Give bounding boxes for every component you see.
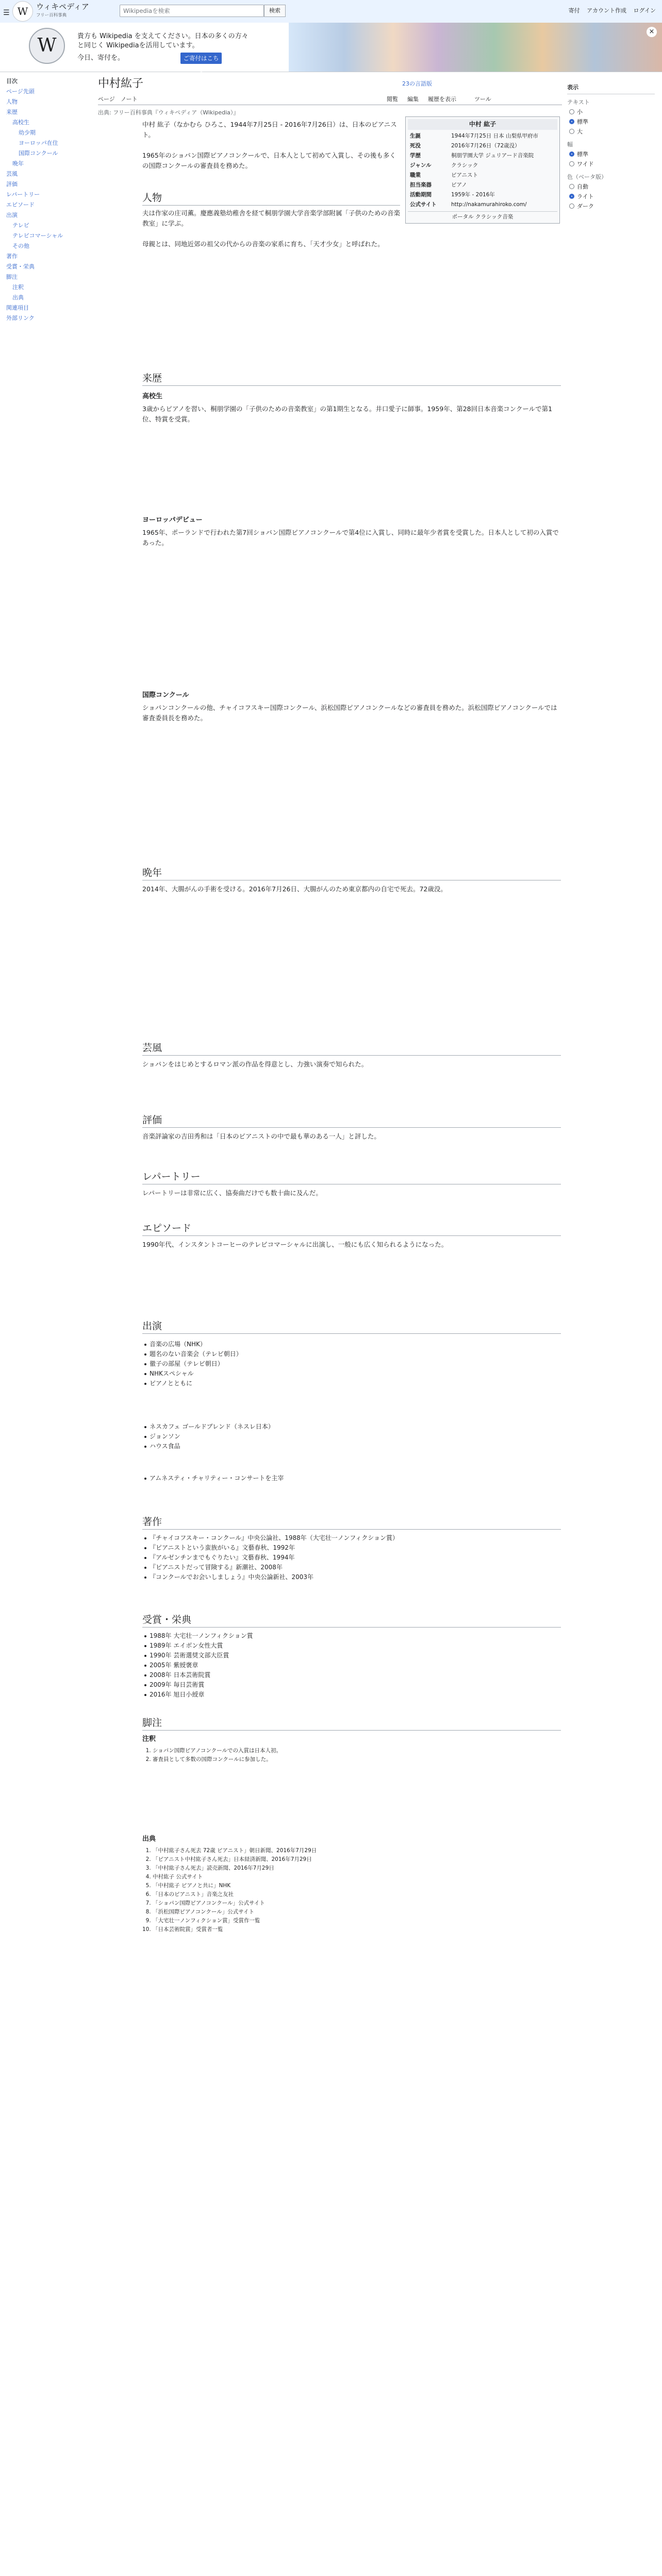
appearance-heading: 表示: [567, 82, 655, 94]
award-item: 1989年 エイボン女性大賞: [142, 1641, 561, 1651]
heading-appearances: 出演: [142, 1319, 561, 1334]
reference-item: 6. 「日本のピアニスト」音楽之友社: [153, 1890, 561, 1899]
infobox-label: 生誕: [410, 133, 421, 139]
toc-item[interactable]: 著作: [6, 253, 18, 260]
tab-page[interactable]: ページ: [98, 96, 115, 103]
tv-list: [142, 1340, 561, 1388]
search-button[interactable]: 検索: [264, 5, 286, 17]
reference-item: 10. 「日本芸術院賞」受賞者一覧: [153, 1925, 561, 1934]
footnote-item: 2. 審査員として多数の国際コンクールに参加した。: [153, 1755, 561, 1764]
cm-item: ハウス食品: [142, 1442, 561, 1451]
color-dark[interactable]: ダーク: [567, 201, 655, 211]
infobox-row: [408, 151, 557, 161]
heading-intl: 国際コンクール: [142, 691, 189, 699]
page-subtitle: 出典: フリー百科事典『ウィキペディア（Wikipedia）』: [98, 109, 239, 116]
reference-item: 9. 「大宅壮一ノンフィクション賞」受賞作一覧: [153, 1917, 561, 1925]
fundraising-banner: [0, 23, 662, 72]
reference-item: 3. 「中村紘子さん死去」読売新聞、2016年7月29日: [153, 1864, 561, 1873]
tab-edit[interactable]: 編集: [407, 96, 419, 103]
heading-awards: 受賞・栄典: [142, 1613, 561, 1628]
heading-review: 評価: [142, 1113, 561, 1128]
color-label: 色（ベータ版）: [567, 174, 607, 180]
toc-item[interactable]: テレビ: [12, 222, 29, 229]
award-item: 1990年 芸術選奨文部大臣賞: [142, 1651, 561, 1660]
award-item: 1988年 大宅壮一ノンフィクション賞: [142, 1631, 561, 1641]
infobox-row: [408, 141, 557, 151]
toc-item[interactable]: 国際コンクール: [19, 150, 58, 157]
infobox-label: 学歴: [410, 152, 421, 159]
other-list: [142, 1473, 561, 1483]
toc-item[interactable]: 来歴: [6, 109, 18, 115]
heading-career: 来歴: [142, 371, 561, 386]
lead-paragraph-2: 1965年のショパン国際ピアノコンクールで、日本人として初めて入賞し、その後も多くの国際コンクールの審査員を務めた。: [142, 151, 396, 170]
episode-paragraph: 1990年代、インスタントコーヒーのテレビコマーシャルに出演し、一般にも広く知られるようになった。: [142, 1241, 448, 1248]
top-banner: [0, 0, 662, 23]
europe-paragraph: 1965年、ポーランドで行われた第7回ショパン国際ピアノコンクールで第4位に入賞し、同時に最年少者賞を受賞した。日本人として初の入賞であった。: [142, 529, 559, 547]
donate-button[interactable]: ご寄付はこちら: [180, 53, 222, 64]
color-auto[interactable]: 自動: [567, 182, 655, 192]
menu-icon[interactable]: ☰: [3, 9, 10, 17]
infobox-row: [408, 171, 557, 180]
infobox-title: 中村 紘子: [408, 119, 557, 130]
style-paragraph: ショパンをはじめとするロマン派の作品を得意とし、力強い演奏で知られた。: [142, 1060, 368, 1068]
infobox-row: [408, 190, 557, 200]
heading-episode: エピソード: [142, 1221, 561, 1236]
tv-item: NHKスペシャル: [142, 1369, 561, 1379]
toc-item[interactable]: 受賞・栄典: [6, 263, 35, 270]
page-title: 中村紘子: [98, 77, 144, 90]
book-item: 『コンクールでお会いしましょう』中央公論新社、2003年: [142, 1572, 561, 1582]
toc-item[interactable]: エピソード: [6, 201, 35, 208]
reference-item: 1. 「中村紘子さん死去 72歳 ピアニスト」朝日新聞、2016年7月29日: [153, 1846, 561, 1855]
toc-item[interactable]: 高校生: [12, 119, 29, 126]
book-item: 『ピアニストだって冒険する』新潮社、2008年: [142, 1563, 561, 1572]
login-link[interactable]: ログイン: [633, 7, 656, 14]
tab-tools[interactable]: ツール: [474, 96, 491, 103]
width-wide[interactable]: ワイド: [567, 159, 655, 169]
heading-footnotes: 注釈: [142, 1735, 156, 1743]
footnote-item: 1. ショパン国際ピアノコンクールでの入賞は日本人初。: [153, 1747, 561, 1755]
award-item: 2016年 旭日小綬章: [142, 1690, 561, 1700]
toc-item[interactable]: 脚注: [6, 274, 18, 280]
infobox-value: ピアノ: [451, 182, 467, 188]
toc-item[interactable]: 晩年: [12, 160, 24, 167]
awards-list: [142, 1631, 561, 1700]
infobox-value: 2016年7月26日（72歳没）: [451, 143, 520, 149]
toc-item[interactable]: テレビコマーシャル: [12, 232, 63, 239]
fundraising-text: 貴方も Wikipedia を支えてください。日本の多くの方々と同じく Wikipediaを活用しています。: [77, 32, 249, 49]
infobox-table: [408, 131, 557, 210]
heading-late: 晩年: [142, 866, 561, 880]
intl-paragraph: ショパンコンクールの他、チャイコフスキー国際コンクール、浜松国際ピアノコンクールなどの審査員を務めた。浜松国際ピアノコンクールでは審査委員長を務めた。: [142, 704, 557, 722]
site-wordmark[interactable]: ウィキペディア: [36, 2, 89, 11]
wikipedia-logo[interactable]: W: [12, 1, 33, 22]
infobox-row: [408, 180, 557, 190]
infobox-row: [408, 200, 557, 210]
create-account-link[interactable]: アカウント作成: [587, 7, 627, 14]
toc-item[interactable]: 出演: [6, 212, 18, 218]
heading-repertoire: レパートリー: [142, 1170, 561, 1184]
late-paragraph: 2014年、大腸がんの手術を受ける。2016年7月26日、大腸がんのため東京都内の自宅で死去。72歳没。: [142, 885, 447, 893]
footnotes-list: [142, 1747, 561, 1764]
cm-item: ネスカフェ ゴールドブレンド（ネスレ日本）: [142, 1422, 561, 1432]
donate-link[interactable]: 寄付: [568, 7, 580, 14]
repertoire-paragraph: レパートリーは非常に広く、協奏曲だけでも数十曲に及んだ。: [142, 1189, 322, 1197]
tv-item: 音楽の広場（NHK）: [142, 1340, 561, 1349]
toc-item[interactable]: ページ先頭: [6, 88, 35, 95]
person-paragraph-2: 母親とは、同地近郊の祖父の代からの音楽の家系に育ち、「天才少女」と呼ばれた。: [142, 240, 384, 248]
fundraising-subtext: 今日、寄付を。: [77, 54, 125, 62]
reference-item: 7. 「ショパン国際ピアノコンクール」公式サイト: [153, 1899, 561, 1908]
reference-item: 5. 「中村紘子 ピアノと共に」NHK: [153, 1882, 561, 1890]
reference-item: 8. 「浜松国際ピアノコンクール」公式サイト: [153, 1908, 561, 1917]
infobox-portal-link[interactable]: ポータル クラシック音楽: [408, 211, 557, 221]
infobox-label: 公式サイト: [410, 201, 437, 208]
infobox: [405, 116, 560, 224]
books-list: [142, 1533, 561, 1582]
toc-item[interactable]: その他: [12, 243, 29, 249]
width-label: 幅: [567, 141, 573, 148]
toc-item[interactable]: ヨーロッパ在住: [19, 140, 58, 146]
text-size-large[interactable]: 大: [567, 127, 655, 137]
toc-item[interactable]: 評価: [6, 181, 18, 188]
heading-youth: 高校生: [142, 393, 163, 400]
infobox-label: 活動期間: [410, 192, 432, 198]
infobox-value: 1944年7月25日 日本 山梨県甲府市: [451, 133, 538, 139]
text-size-label: テキスト: [567, 99, 590, 106]
close-icon[interactable]: ×: [647, 27, 657, 37]
infobox-value: 桐朋学園大学 ジュリアード音楽院: [451, 152, 534, 159]
infobox-label: ジャンル: [410, 162, 432, 168]
award-item: 2009年 毎日芸術賞: [142, 1680, 561, 1690]
cm-item: ジョンソン: [142, 1432, 561, 1442]
infobox-value: クラシック: [451, 162, 478, 168]
other-item: アムネスティ・チャリティー・コンサートを主宰: [142, 1473, 561, 1483]
tv-item: ピアノとともに: [142, 1379, 561, 1388]
toc-item[interactable]: 出典: [12, 294, 24, 301]
text-size-standard[interactable]: 標準: [567, 117, 655, 127]
heading-europe: ヨーロッパデビュー: [142, 516, 203, 524]
lead-paragraph-1: 中村 紘子（なかむら ひろこ、1944年7月25日 - 2016年7月26日）は、日本のピアニスト。: [142, 121, 397, 139]
heading-style: 芸風: [142, 1041, 561, 1056]
table-of-contents: [0, 72, 98, 324]
tab-talk[interactable]: ノート: [121, 96, 138, 103]
award-item: 2008年 日本芸術院賞: [142, 1670, 561, 1680]
infobox-value: ピアニスト: [451, 172, 478, 178]
toc-heading: 目次: [6, 78, 18, 84]
book-item: 『ピアニストという蛮族がいる』文藝春秋、1992年: [142, 1543, 561, 1553]
heading-person: 人物: [142, 191, 400, 206]
toc-item[interactable]: 芸風: [6, 171, 18, 177]
toc-item[interactable]: レパートリー: [6, 191, 40, 198]
appearance-panel: [567, 82, 655, 211]
youth-paragraph: 3歳からピアノを習い、桐朋学園の「子供のための音楽教室」の第1期生となる。井口愛子に師事。1959年、第28回日本音楽コンクールで第1位、特賞を受賞。: [142, 405, 553, 423]
references-list: [142, 1846, 561, 1934]
toc-item[interactable]: 関連項目: [6, 304, 29, 311]
book-item: 『アルゼンチンまでもぐりたい』文藝春秋、1994年: [142, 1553, 561, 1563]
infobox-row: [408, 161, 557, 171]
infobox-label: 死没: [410, 143, 421, 149]
review-paragraph: 音楽評論家の吉田秀和は「日本のピアニストの中で最も華のある一人」と評した。: [142, 1132, 380, 1140]
award-item: 2005年 紫綬褒章: [142, 1660, 561, 1670]
wikipedia-globe-icon: W: [29, 28, 65, 64]
infobox-label: 職業: [410, 172, 421, 178]
site-tagline: フリー百科事典: [36, 13, 67, 18]
heading-notes: 脚注: [142, 1716, 561, 1731]
search-input[interactable]: Wikipediaを検索: [120, 5, 264, 17]
color-light[interactable]: ライト: [567, 192, 655, 201]
toc-item[interactable]: 外部リンク: [6, 315, 35, 321]
photo-collage: [289, 23, 662, 72]
toc-item[interactable]: 人物: [6, 98, 18, 105]
text-size-small[interactable]: 小: [567, 107, 655, 117]
infobox-value: http://nakamurahiroko.com/: [451, 201, 527, 208]
heading-references: 出典: [142, 1835, 156, 1843]
tv-item: 徹子の部屋（テレビ朝日）: [142, 1359, 561, 1369]
page-tabs: [98, 94, 562, 105]
tab-read[interactable]: 閲覧: [387, 96, 398, 103]
book-item: 『チャイコフスキー・コンクール』中央公論社、1988年（大宅壮一ノンフィクション賞）: [142, 1533, 561, 1543]
infobox-value: 1959年 - 2016年: [451, 192, 495, 198]
heading-books: 著作: [142, 1515, 561, 1530]
reference-item: 4. 中村紘子 公式サイト: [153, 1873, 561, 1882]
person-paragraph: 夫は作家の庄司薫。慶應義塾幼稚舎を経て桐朋学園大学音楽学部附属「子供のための音楽教室」に学ぶ。: [142, 209, 401, 227]
toc-item[interactable]: 注釈: [12, 284, 24, 291]
infobox-row: [408, 131, 557, 141]
tv-item: 題名のない音楽会（テレビ朝日）: [142, 1349, 561, 1359]
width-standard[interactable]: 標準: [567, 149, 655, 159]
language-button[interactable]: 23の言語版: [402, 80, 432, 87]
user-tools: [564, 6, 656, 15]
tab-history[interactable]: 履歴を表示: [428, 96, 456, 103]
toc-item[interactable]: 幼少期: [19, 129, 36, 136]
infobox-label: 担当楽器: [410, 182, 432, 188]
reference-item: 2. 「ピアニスト中村紘子さん死去」日本経済新聞、2016年7月29日: [153, 1855, 561, 1864]
cm-list: [142, 1422, 561, 1451]
